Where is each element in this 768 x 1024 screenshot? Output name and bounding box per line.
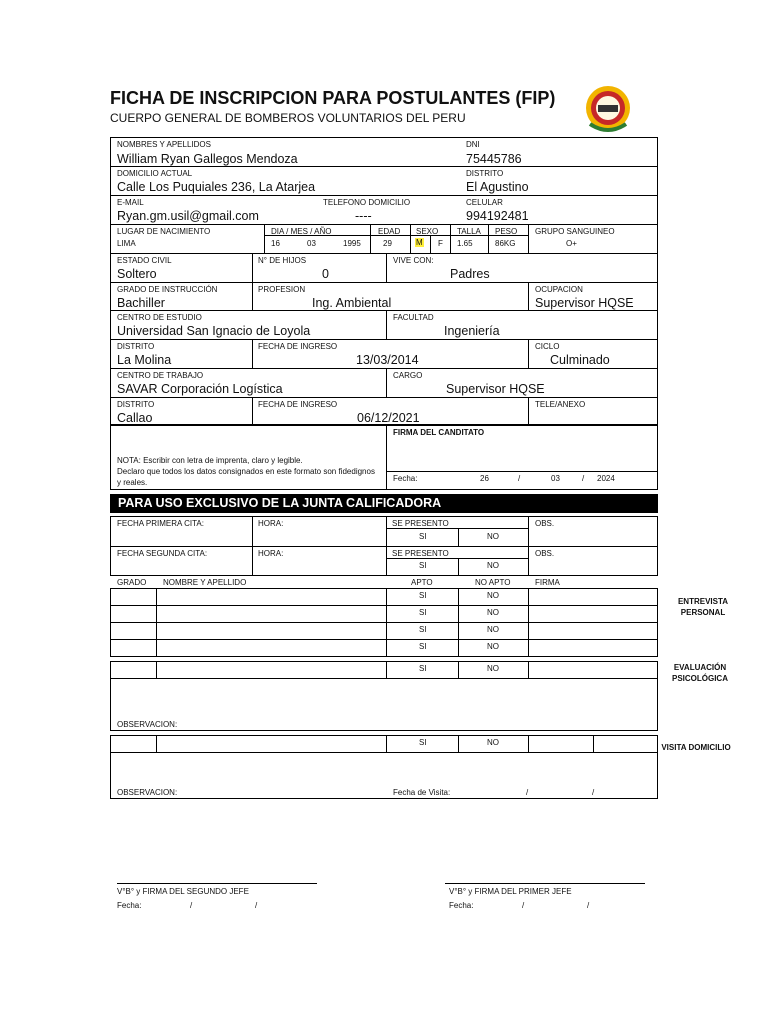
ciclo-field[interactable]: Culminado bbox=[550, 353, 610, 367]
distrito2-field[interactable]: La Molina bbox=[117, 353, 172, 367]
distrito2-label: DISTRITO bbox=[117, 342, 155, 351]
firma-slash-1: / bbox=[518, 474, 521, 483]
col-nombre-header: NOMBRE Y APELLIDO bbox=[163, 578, 247, 587]
se-presento1-label: SE PRESENTO bbox=[392, 519, 449, 528]
hora1-label: HORA: bbox=[258, 519, 284, 528]
centro-trabajo-label: CENTRO DE TRABAJO bbox=[117, 371, 204, 380]
sexo-f-option[interactable]: F bbox=[438, 239, 443, 248]
entrevista-si-4[interactable]: SI bbox=[419, 642, 427, 651]
evaluacion-psicologica-label: EVALUACIÓN PSICOLÓGICA bbox=[671, 663, 728, 683]
domicilio-field[interactable]: Calle Los Puquiales 236, La Atarjea bbox=[117, 180, 316, 194]
firma-primer-jefe-label: V°B° y FIRMA DEL PRIMER JEFE bbox=[449, 887, 572, 896]
evaluacion-observacion-label: OBSERVACION: bbox=[117, 720, 178, 729]
primer-jefe-slash-1: / bbox=[522, 901, 525, 910]
firma-anio[interactable]: 2024 bbox=[597, 474, 615, 483]
sexo-m-option[interactable]: M bbox=[416, 238, 423, 247]
centro-trabajo-field[interactable]: SAVAR Corporación Logística bbox=[117, 382, 283, 396]
edad-label: EDAD bbox=[378, 227, 401, 236]
entrevista-si-2[interactable]: SI bbox=[419, 608, 427, 617]
entrevista-no-3[interactable]: NO bbox=[487, 625, 499, 634]
firma-candidato-label: FIRMA DEL CANDITATO bbox=[393, 428, 485, 437]
col-firma-header: FIRMA bbox=[535, 578, 560, 587]
distrito3-label: DISTRITO bbox=[117, 400, 155, 409]
firma-slash-2: / bbox=[582, 474, 585, 483]
col-noapto-header: NO APTO bbox=[475, 578, 511, 587]
firma-dia[interactable]: 26 bbox=[480, 474, 489, 483]
obs2-label: OBS. bbox=[535, 549, 555, 558]
col-apto-header: APTO bbox=[411, 578, 433, 587]
fecha-ingreso2-label: FECHA DE INGRESO bbox=[258, 400, 338, 409]
talla-label: TALLA bbox=[457, 227, 481, 236]
declaracion-text: Declaro que todos los datos consignados en este formato son fidedignos y reales. bbox=[117, 467, 375, 487]
segundo-jefe-slash-2: / bbox=[255, 901, 258, 910]
facultad-label: FACULTAD bbox=[393, 313, 434, 322]
peso-label: PESO bbox=[495, 227, 518, 236]
fecha-ingreso-label: FECHA DE INGRESO bbox=[258, 342, 338, 351]
cargo-label: CARGO bbox=[393, 371, 423, 380]
visita-table bbox=[110, 735, 658, 799]
centro-estudio-field[interactable]: Universidad San Ignacio de Loyola bbox=[117, 324, 311, 338]
nombres-field[interactable]: William Ryan Gallegos Mendoza bbox=[117, 152, 298, 166]
grado-field[interactable]: Bachiller bbox=[117, 296, 165, 310]
visita-si[interactable]: SI bbox=[419, 738, 427, 747]
dni-field[interactable]: 75445786 bbox=[466, 152, 522, 166]
ocupacion-label: OCUPACION bbox=[535, 285, 583, 294]
fecha-visita-slash-2: / bbox=[592, 788, 595, 797]
vive-field[interactable]: Padres bbox=[450, 267, 490, 281]
col-grado-header: GRADO bbox=[117, 578, 147, 587]
edad-field[interactable]: 29 bbox=[383, 239, 392, 248]
primer-jefe-fecha-label: Fecha: bbox=[449, 901, 474, 910]
telefono-label: TELEFONO DOMICILIO bbox=[323, 198, 411, 207]
si1-option[interactable]: SI bbox=[419, 532, 427, 541]
anio-field[interactable]: 1995 bbox=[343, 239, 361, 248]
evaluacion-table bbox=[110, 661, 658, 731]
centro-estudio-label: CENTRO DE ESTUDIO bbox=[117, 313, 202, 322]
nota-text: NOTA: Escribir con letra de imprenta, claro y legible. bbox=[117, 456, 303, 465]
visita-no[interactable]: NO bbox=[487, 738, 499, 747]
no1-option[interactable]: NO bbox=[487, 532, 499, 541]
cargo-field[interactable]: Supervisor HQSE bbox=[446, 382, 545, 396]
estado-field[interactable]: Soltero bbox=[117, 267, 157, 281]
firma-fecha-label: Fecha: bbox=[393, 474, 418, 483]
distrito3-field[interactable]: Callao bbox=[117, 411, 153, 425]
bomberos-logo-icon bbox=[584, 84, 632, 136]
form-title: FICHA DE INSCRIPCION PARA POSTULANTES (FIP) bbox=[110, 88, 556, 108]
email-label: E-MAIL bbox=[117, 198, 144, 207]
dni-label: DNI bbox=[466, 140, 480, 149]
dia-field[interactable]: 16 bbox=[271, 239, 280, 248]
peso-field[interactable]: 86KG bbox=[495, 239, 516, 248]
entrevista-si-3[interactable]: SI bbox=[419, 625, 427, 634]
mes-field[interactable]: 03 bbox=[307, 239, 316, 248]
se-presento2-label: SE PRESENTO bbox=[392, 549, 449, 558]
facultad-field[interactable]: Ingeniería bbox=[444, 324, 500, 338]
obs1-label: OBS. bbox=[535, 519, 555, 528]
entrevista-no-2[interactable]: NO bbox=[487, 608, 499, 617]
sexo-label: SEXO bbox=[416, 227, 439, 236]
entrevista-si-1[interactable]: SI bbox=[419, 591, 427, 600]
primer-jefe-slash-2: / bbox=[587, 901, 590, 910]
grupo-field[interactable]: O+ bbox=[566, 239, 577, 248]
telefono-field[interactable]: ---- bbox=[355, 209, 372, 223]
segundo-jefe-slash-1: / bbox=[190, 901, 193, 910]
distrito-field[interactable]: El Agustino bbox=[466, 180, 529, 194]
lugar-nac-label: LUGAR DE NACIMIENTO bbox=[117, 227, 211, 236]
email-field[interactable]: Ryan.gm.usil@gmail.com bbox=[117, 209, 259, 223]
junta-section-title: PARA USO EXCLUSIVO DE LA JUNTA CALIFICADORA bbox=[110, 494, 658, 513]
profesion-field[interactable]: Ing. Ambiental bbox=[312, 296, 392, 310]
talla-field[interactable]: 1.65 bbox=[457, 239, 473, 248]
segundo-jefe-fecha-label: Fecha: bbox=[117, 901, 142, 910]
vive-label: VIVE CON: bbox=[393, 256, 434, 265]
fecha-visita-label: Fecha de Visita: bbox=[393, 788, 451, 797]
fecha-ingreso2-field[interactable]: 06/12/2021 bbox=[357, 411, 420, 425]
visita-domicilio-label: VISITA DOMICILIO bbox=[661, 743, 731, 752]
fecha-nac-label: DIA / MES / AÑO bbox=[271, 227, 332, 236]
form-subtitle: CUERPO GENERAL DE BOMBEROS VOLUNTARIOS DEL PERU bbox=[110, 111, 466, 125]
fecha-segunda-cita-label: FECHA SEGUNDA CITA: bbox=[117, 549, 208, 558]
domicilio-label: DOMICILIO ACTUAL bbox=[117, 169, 193, 178]
entrevista-no-1[interactable]: NO bbox=[487, 591, 499, 600]
celular-field[interactable]: 994192481 bbox=[466, 209, 529, 223]
entrevista-personal-label: ENTREVISTA PERSONAL bbox=[677, 597, 729, 617]
hijos-field[interactable]: 0 bbox=[322, 267, 329, 281]
fecha-primera-cita-label: FECHA PRIMERA CITA: bbox=[117, 519, 204, 528]
hora2-label: HORA: bbox=[258, 549, 284, 558]
distrito-label: DISTRITO bbox=[466, 169, 504, 178]
evaluacion-no[interactable]: NO bbox=[487, 664, 499, 673]
grupo-label: GRUPO SANGUINEO bbox=[535, 227, 615, 236]
evaluacion-si[interactable]: SI bbox=[419, 664, 427, 673]
visita-observacion-label: OBSERVACION: bbox=[117, 788, 178, 797]
entrevista-no-4[interactable]: NO bbox=[487, 642, 499, 651]
si2-option[interactable]: SI bbox=[419, 561, 427, 570]
tele-anexo-label: TELE/ANEXO bbox=[535, 400, 586, 409]
no2-option[interactable]: NO bbox=[487, 561, 499, 570]
firma-segundo-jefe-label: V°B° y FIRMA DEL SEGUNDO JEFE bbox=[117, 887, 249, 896]
ocupacion-field[interactable]: Supervisor HQSE bbox=[535, 296, 634, 310]
profesion-label: PROFESION bbox=[258, 285, 306, 294]
fecha-visita-slash-1: / bbox=[526, 788, 529, 797]
estado-label: ESTADO CIVIL bbox=[117, 256, 172, 265]
lugar-nac-field[interactable]: LIMA bbox=[117, 239, 136, 248]
grado-label: GRADO DE INSTRUCCIÓN bbox=[117, 285, 218, 294]
fecha-ingreso-field[interactable]: 13/03/2014 bbox=[356, 353, 419, 367]
nombres-label: NOMBRES Y APELLIDOS bbox=[117, 140, 211, 149]
celular-label: CELULAR bbox=[466, 198, 503, 207]
ciclo-label: CICLO bbox=[535, 342, 560, 351]
firma-mes[interactable]: 03 bbox=[551, 474, 560, 483]
hijos-label: N° DE HIJOS bbox=[258, 256, 307, 265]
